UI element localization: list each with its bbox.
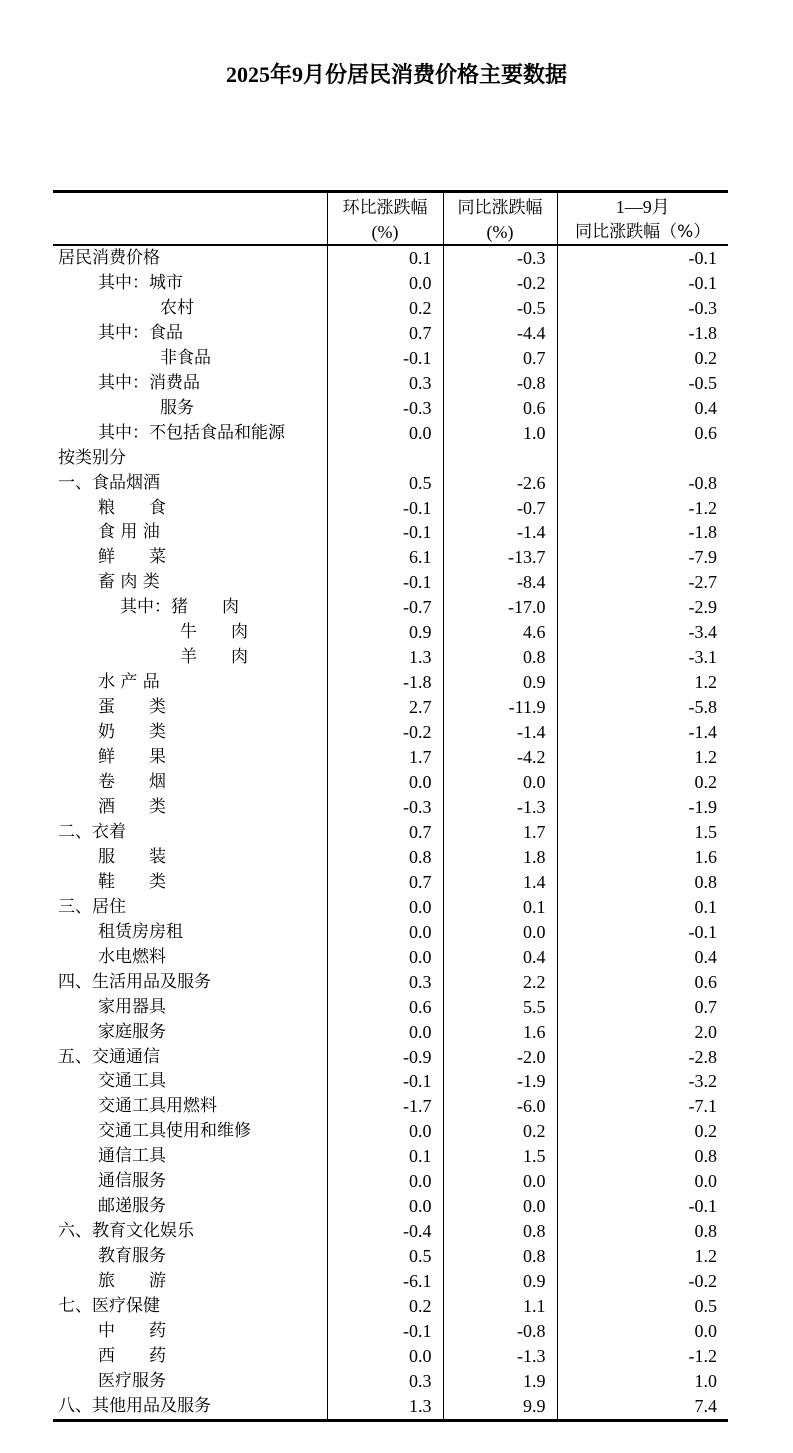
yoy-value: -1.3: [443, 1344, 557, 1369]
row-label: 羊 肉: [180, 647, 248, 668]
cpi-table: [53, 190, 728, 1422]
row-label: 租赁房房租: [98, 921, 183, 942]
mom-value: -6.1: [327, 1269, 443, 1294]
mom-value: 0.2: [327, 296, 443, 321]
table-row: [53, 670, 728, 695]
mom-value: 0.3: [327, 371, 443, 396]
mom-value: 0.0: [327, 1169, 443, 1194]
table-row: [53, 471, 728, 496]
yoy-value: 1.0: [443, 421, 557, 446]
header-yoy-label: 同比涨跌幅: [457, 198, 543, 218]
row-label: 通信服务: [98, 1171, 166, 1192]
ytd-value: -1.8: [557, 520, 728, 545]
yoy-value: 0.9: [443, 1269, 557, 1294]
row-label: 其中：不包括食品和能源: [98, 422, 285, 443]
table-row: [53, 1119, 728, 1144]
ytd-value: -1.2: [557, 1344, 728, 1369]
page-title: 2025年9月份居民消费价格主要数据: [225, 62, 567, 87]
table-row: [53, 1169, 728, 1194]
row-label: 服 装: [98, 846, 166, 867]
row-label: 六、教育文化娱乐: [58, 1221, 194, 1242]
ytd-value: -0.8: [557, 471, 728, 496]
yoy-value: 2.2: [443, 970, 557, 995]
yoy-value: -0.7: [443, 496, 557, 521]
ytd-value: -1.2: [557, 496, 728, 521]
table-row: [53, 1020, 728, 1045]
row-label: 鲜 果: [98, 747, 166, 768]
mom-value: 0.6: [327, 995, 443, 1020]
header-mom-label: 环比涨跌幅: [342, 198, 428, 218]
row-label: 其中：城市: [98, 272, 183, 293]
yoy-value: -6.0: [443, 1094, 557, 1119]
mom-value: -0.1: [327, 496, 443, 521]
row-label: 鲜 菜: [98, 547, 166, 568]
yoy-value: -11.9: [443, 695, 557, 720]
mom-value: -0.1: [327, 346, 443, 371]
row-label: 畜 肉 类: [98, 572, 160, 593]
row-label: 八、其他用品及服务: [58, 1395, 211, 1416]
table-row: [53, 1319, 728, 1344]
mom-value: 2.7: [327, 695, 443, 720]
table-row: [53, 545, 728, 570]
ytd-value: 0.2: [557, 770, 728, 795]
row-label: 邮递服务: [98, 1196, 166, 1217]
mom-value: [327, 446, 443, 471]
yoy-value: 0.0: [443, 1169, 557, 1194]
ytd-value: 0.8: [557, 1219, 728, 1244]
ytd-value: 0.0: [557, 1319, 728, 1344]
header-ytd-period: 1—9月: [615, 197, 670, 217]
yoy-value: -1.9: [443, 1069, 557, 1094]
row-label: 七、医疗保健: [58, 1296, 160, 1317]
yoy-value: -0.3: [443, 245, 557, 271]
table-row: [53, 346, 728, 371]
table-row: [53, 371, 728, 396]
yoy-value: 0.0: [443, 770, 557, 795]
yoy-value: 0.1: [443, 895, 557, 920]
yoy-value: -0.2: [443, 271, 557, 296]
ytd-value: -0.1: [557, 920, 728, 945]
yoy-value: -13.7: [443, 545, 557, 570]
header-yoy-unit: (%): [486, 222, 514, 242]
ytd-value: -0.5: [557, 371, 728, 396]
yoy-value: 1.4: [443, 870, 557, 895]
ytd-value: 0.2: [557, 1119, 728, 1144]
table-row: [53, 570, 728, 595]
ytd-value: 7.4: [557, 1394, 728, 1420]
table-row: [53, 1369, 728, 1394]
yoy-value: 0.0: [443, 920, 557, 945]
mom-value: 1.3: [327, 645, 443, 670]
table-row: [53, 1269, 728, 1294]
ytd-value: -1.4: [557, 720, 728, 745]
yoy-value: 0.0: [443, 1194, 557, 1219]
ytd-value: 0.5: [557, 1294, 728, 1319]
mom-value: 0.1: [327, 1144, 443, 1169]
mom-value: 0.7: [327, 321, 443, 346]
row-label: 旅 游: [98, 1271, 166, 1292]
ytd-value: -1.9: [557, 795, 728, 820]
mom-value: 0.0: [327, 920, 443, 945]
row-label: 居民消费价格: [58, 248, 160, 268]
ytd-value: 0.0: [557, 1169, 728, 1194]
yoy-value: -4.2: [443, 745, 557, 770]
table-row: [53, 1244, 728, 1269]
ytd-value: 0.1: [557, 895, 728, 920]
mom-value: -0.3: [327, 396, 443, 421]
table-row: [53, 1045, 728, 1070]
row-label: 家用器具: [98, 996, 166, 1017]
row-label: 其中：猪 肉: [120, 597, 239, 618]
mom-value: -0.7: [327, 595, 443, 620]
mom-value: 0.0: [327, 421, 443, 446]
yoy-value: -1.4: [443, 720, 557, 745]
table-row: [53, 745, 728, 770]
ytd-value: -3.1: [557, 645, 728, 670]
mom-value: 6.1: [327, 545, 443, 570]
ytd-value: -3.2: [557, 1069, 728, 1094]
table-row: [53, 870, 728, 895]
yoy-value: -1.4: [443, 520, 557, 545]
mom-value: 0.0: [327, 1020, 443, 1045]
ytd-value: -0.1: [557, 245, 728, 271]
yoy-value: -0.8: [443, 1319, 557, 1344]
mom-value: -0.1: [327, 520, 443, 545]
yoy-value: 1.1: [443, 1294, 557, 1319]
ytd-value: 1.5: [557, 820, 728, 845]
yoy-value: -1.3: [443, 795, 557, 820]
mom-value: -0.4: [327, 1219, 443, 1244]
row-label: 西 药: [98, 1345, 166, 1366]
ytd-value: -2.9: [557, 595, 728, 620]
mom-value: 0.0: [327, 945, 443, 970]
yoy-value: -0.5: [443, 296, 557, 321]
row-label: 牛 肉: [180, 622, 248, 643]
table-row: [53, 595, 728, 620]
row-label: 奶 类: [98, 722, 166, 743]
table-body: [53, 245, 728, 1420]
yoy-value: -4.4: [443, 321, 557, 346]
ytd-value: 0.4: [557, 396, 728, 421]
row-label: 二、衣着: [58, 821, 126, 842]
ytd-value: 0.8: [557, 870, 728, 895]
ytd-value: 0.8: [557, 1144, 728, 1169]
ytd-value: 1.2: [557, 1244, 728, 1269]
mom-value: 0.8: [327, 845, 443, 870]
ytd-value: -5.8: [557, 695, 728, 720]
table-row: [53, 795, 728, 820]
header-mom: [327, 192, 443, 246]
ytd-value: -3.4: [557, 620, 728, 645]
table-row: [53, 845, 728, 870]
table-row: [53, 396, 728, 421]
row-label: 交通工具使用和维修: [98, 1121, 251, 1142]
mom-value: 0.3: [327, 1369, 443, 1394]
mom-value: -0.1: [327, 1319, 443, 1344]
header-yoy: [443, 192, 557, 246]
ytd-value: -2.8: [557, 1045, 728, 1070]
mom-value: -1.8: [327, 670, 443, 695]
ytd-value: -7.1: [557, 1094, 728, 1119]
mom-value: -1.7: [327, 1094, 443, 1119]
mom-value: -0.2: [327, 720, 443, 745]
row-label: 通信工具: [98, 1146, 166, 1167]
mom-value: -0.9: [327, 1045, 443, 1070]
yoy-value: 0.8: [443, 1219, 557, 1244]
yoy-value: 9.9: [443, 1394, 557, 1420]
table-row: [53, 970, 728, 995]
table-row: [53, 1194, 728, 1219]
yoy-value: 1.5: [443, 1144, 557, 1169]
yoy-value: 0.2: [443, 1119, 557, 1144]
header-item: [53, 192, 327, 246]
row-label: 交通工具: [98, 1071, 166, 1092]
mom-value: 0.1: [327, 245, 443, 271]
ytd-value: -1.8: [557, 321, 728, 346]
table-row: [53, 995, 728, 1020]
ytd-value: 0.7: [557, 995, 728, 1020]
row-label: 农村: [160, 297, 194, 318]
ytd-value: 0.4: [557, 945, 728, 970]
yoy-value: 4.6: [443, 620, 557, 645]
ytd-value: -0.1: [557, 1194, 728, 1219]
yoy-value: -8.4: [443, 570, 557, 595]
ytd-value: -7.9: [557, 545, 728, 570]
table-row: [53, 1219, 728, 1244]
yoy-value: -2.6: [443, 471, 557, 496]
row-label: 非食品: [160, 347, 211, 368]
table-row: [53, 620, 728, 645]
ytd-value: 1.6: [557, 845, 728, 870]
row-label: 中 药: [98, 1320, 166, 1341]
table-row: [53, 770, 728, 795]
row-label: 一、食品烟酒: [58, 472, 160, 493]
mom-value: -0.1: [327, 1069, 443, 1094]
yoy-value: 0.7: [443, 346, 557, 371]
ytd-value: 1.2: [557, 745, 728, 770]
header-ytd: [557, 192, 728, 246]
row-label: 教育服务: [98, 1246, 166, 1267]
mom-value: 0.7: [327, 820, 443, 845]
mom-value: 0.9: [327, 620, 443, 645]
ytd-value: -0.2: [557, 1269, 728, 1294]
yoy-value: 1.6: [443, 1020, 557, 1045]
row-label: 医疗服务: [98, 1370, 166, 1391]
table-row: [53, 271, 728, 296]
yoy-value: 1.7: [443, 820, 557, 845]
mom-value: -0.3: [327, 795, 443, 820]
yoy-value: 1.9: [443, 1369, 557, 1394]
row-label: 水 产 品: [98, 672, 160, 693]
ytd-value: 0.2: [557, 346, 728, 371]
row-label: 三、居住: [58, 896, 126, 917]
header-ytd-label: 同比涨跌幅（%）: [575, 222, 711, 242]
row-label: 四、生活用品及服务: [58, 971, 211, 992]
table-row: [53, 645, 728, 670]
yoy-value: 5.5: [443, 995, 557, 1020]
ytd-value: -0.1: [557, 271, 728, 296]
row-label: 水电燃料: [98, 946, 166, 967]
table-row: [53, 446, 728, 471]
table-row: [53, 1344, 728, 1369]
yoy-value: -2.0: [443, 1045, 557, 1070]
table-row: [53, 895, 728, 920]
yoy-value: 0.9: [443, 670, 557, 695]
ytd-value: 0.6: [557, 421, 728, 446]
table-row: [53, 296, 728, 321]
row-label: 鞋 类: [98, 871, 166, 892]
mom-value: 0.0: [327, 271, 443, 296]
row-label: 卷 烟: [98, 772, 166, 793]
table-row: [53, 1069, 728, 1094]
yoy-value: 0.8: [443, 1244, 557, 1269]
row-label: 五、交通通信: [58, 1046, 160, 1067]
ytd-value: 1.0: [557, 1369, 728, 1394]
row-label: 酒 类: [98, 796, 166, 817]
mom-value: 0.0: [327, 770, 443, 795]
mom-value: 1.7: [327, 745, 443, 770]
table-row: [53, 321, 728, 346]
mom-value: 0.0: [327, 1119, 443, 1144]
table-row: [53, 820, 728, 845]
header-mom-unit: (%): [371, 222, 399, 242]
table-row: [53, 1144, 728, 1169]
table-row: [53, 720, 728, 745]
ytd-value: 1.2: [557, 670, 728, 695]
row-label: 家庭服务: [98, 1021, 166, 1042]
mom-value: 0.0: [327, 895, 443, 920]
yoy-value: 1.8: [443, 845, 557, 870]
yoy-value: [443, 446, 557, 471]
table-row: [53, 920, 728, 945]
ytd-value: -2.7: [557, 570, 728, 595]
row-label: 按类别分: [58, 447, 126, 468]
table-row: [53, 1094, 728, 1119]
ytd-value: [557, 446, 728, 471]
table-row: [53, 245, 728, 271]
row-label: 粮 食: [98, 497, 166, 518]
row-label: 服务: [160, 397, 194, 418]
mom-value: 0.0: [327, 1344, 443, 1369]
row-label: 其中：消费品: [98, 372, 200, 393]
row-label: 其中：食品: [98, 322, 183, 343]
yoy-value: 0.4: [443, 945, 557, 970]
yoy-value: -17.0: [443, 595, 557, 620]
mom-value: 0.5: [327, 1244, 443, 1269]
mom-value: 0.2: [327, 1294, 443, 1319]
ytd-value: -0.3: [557, 296, 728, 321]
mom-value: 0.0: [327, 1194, 443, 1219]
table-row: [53, 945, 728, 970]
mom-value: -0.1: [327, 570, 443, 595]
yoy-value: -0.8: [443, 371, 557, 396]
yoy-value: 0.8: [443, 645, 557, 670]
mom-value: 0.3: [327, 970, 443, 995]
table-row: [53, 421, 728, 446]
table-row: [53, 520, 728, 545]
row-label: 食 用 油: [98, 522, 160, 543]
mom-value: 0.5: [327, 471, 443, 496]
row-label: 交通工具用燃料: [98, 1096, 217, 1117]
table-header-row: [53, 192, 728, 246]
table-row: [53, 1294, 728, 1319]
ytd-value: 2.0: [557, 1020, 728, 1045]
mom-value: 1.3: [327, 1394, 443, 1420]
row-label: 蛋 类: [98, 697, 166, 718]
ytd-value: 0.6: [557, 970, 728, 995]
yoy-value: 0.6: [443, 396, 557, 421]
table-row: [53, 695, 728, 720]
table-row: [53, 1394, 728, 1420]
table-row: [53, 496, 728, 521]
mom-value: 0.7: [327, 870, 443, 895]
